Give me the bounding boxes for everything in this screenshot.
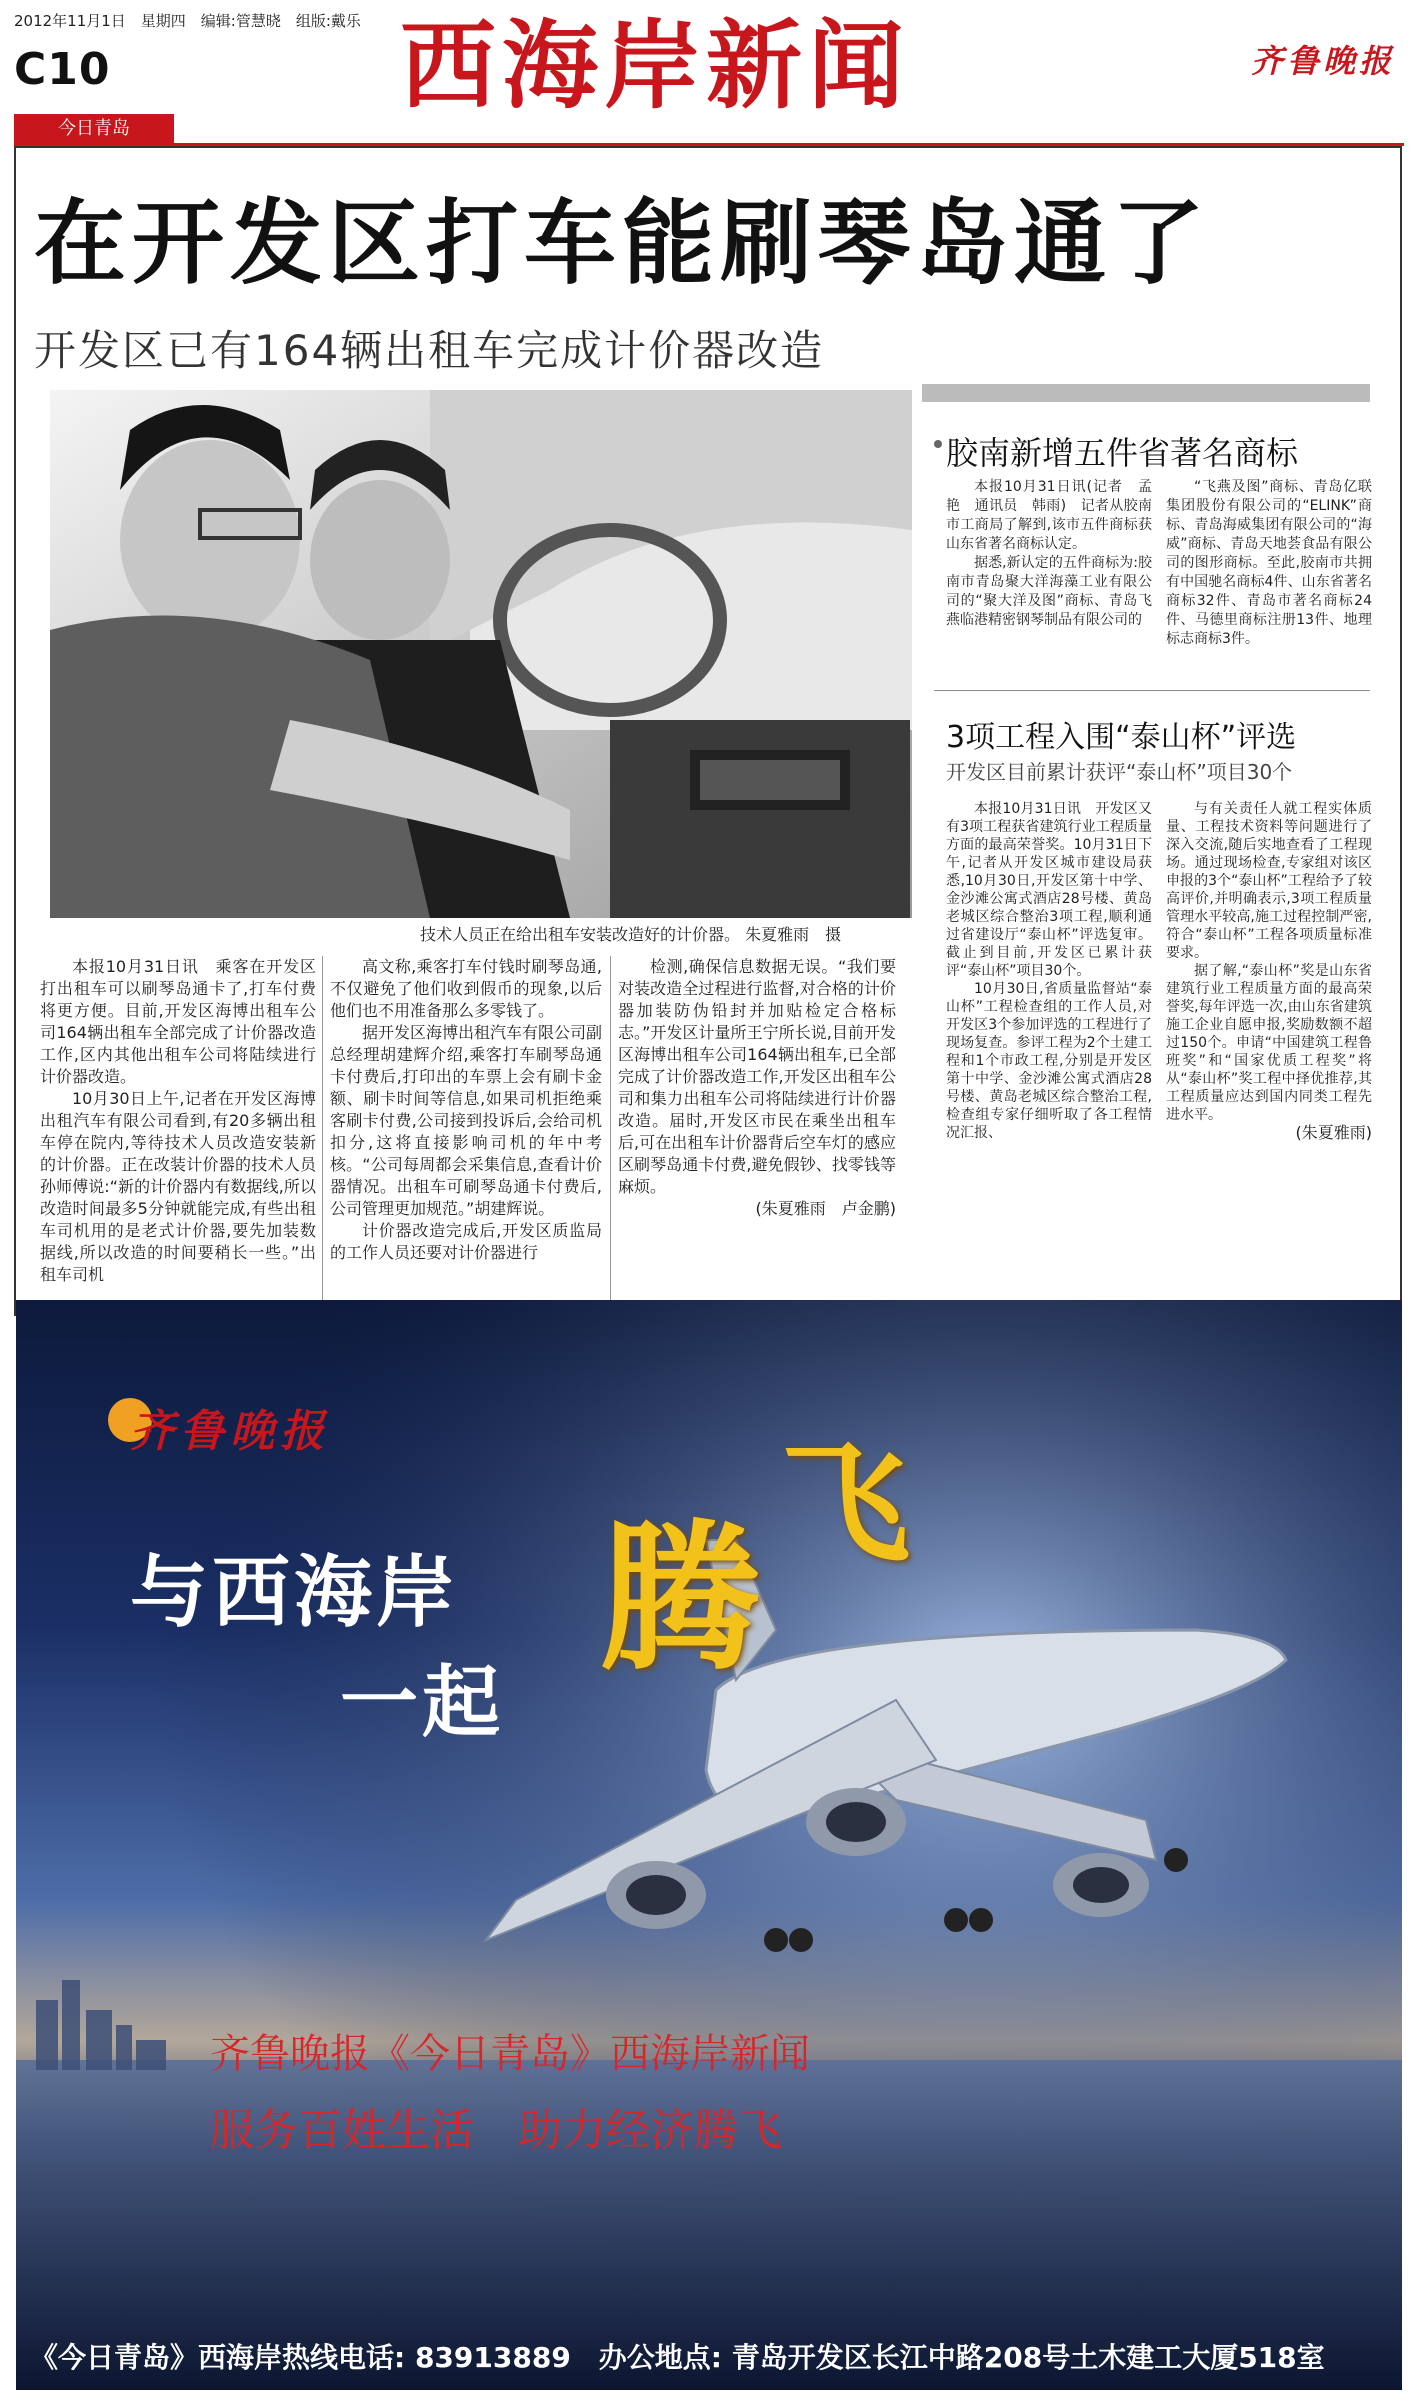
ad-fly-char-2: 飞 — [780, 1427, 911, 1580]
paragraph: 本报10月31日讯 开发区又有3项工程获省建筑行业工程质量方面的最高荣誉奖。10月31日下午,记者从开发区城市建设局获悉,10月30日,开发区第十中学、金沙滩公寓式酒店28号楼、黄岛老城区综合整治3项工程,顺利通过省建设厅“泰山杯”评选复审。截止到目前,开发区已累计获评“泰山杯”项目30个。 — [946, 801, 1152, 979]
paragraph: 10月30日,省质量监督站“泰山杯”工程检查组的工作人员,对开发区3个参加评选的工程进行了现场复查。参评工程为2个土建工程和1个市政工程,分别是开发区第十中学、金沙滩公寓式酒店28号楼、黄岛老城区综合整治工程,检查组专家仔细听取了各工程情况汇报、 — [946, 981, 1152, 1141]
side1-column-a — [946, 478, 1152, 630]
photo-caption: 技术人员正在给出租车安装改造好的计价器。 朱夏雅雨 摄 — [420, 925, 842, 944]
section-tab: 今日青岛 — [14, 114, 174, 144]
paragraph: 高文称,乘客打车付钱时刷琴岛通,不仅避免了他们收到假币的现象,以后他们也不用准备那么多零钱了。 — [330, 957, 602, 1020]
airplane-scene — [16, 1300, 1402, 2390]
side2-subhead: 开发区目前累计获评“泰山杯”项目30个 — [946, 760, 1293, 784]
issue-meta: 2012年11月1日 星期四 编辑:管慧晓 组版:戴乐 — [14, 12, 361, 30]
bullet-icon — [934, 440, 942, 448]
side2-headline: 3项工程入围“泰山杯”评选 — [946, 720, 1297, 755]
brand-logo: 齐鲁晚报 — [1250, 42, 1395, 80]
lead-subhead: 开发区已有164辆出租车完成计价器改造 — [34, 326, 825, 375]
ad-slogan-1: 齐鲁晚报《今日青岛》西海岸新闻 — [210, 2031, 810, 2077]
masthead-title: 西海岸新闻 — [400, 9, 910, 122]
side2-column-b — [1166, 800, 1372, 1142]
lead-column-3 — [618, 956, 896, 1220]
news-photo — [50, 390, 912, 918]
column-divider — [322, 956, 323, 1306]
paragraph: 据开发区海博出租汽车有限公司副总经理胡建辉介绍,乘客打车刷琴岛通卡付费后,打印出的车票上会有刷卡金额、刷卡时间等信息,如果司机拒绝乘客刷卡付费,公司接到投诉后,会给司机扣分,这将直接影响司机的年中考核。“公司每周都会采集信息,查看计价器情况。出租车可刷琴岛通卡付费后,公司管理更加规范。”胡建辉说。 — [330, 1023, 603, 1218]
ad-title-line1: 与西海岸 — [130, 1548, 459, 1638]
side2-byline: (朱夏雅雨) — [1295, 1123, 1372, 1142]
paragraph: “飞燕及图”商标、青岛亿联集团股份有限公司的“ELINK”商标、青岛海威集团有限公司的“海威”商标、青岛天地荟食品有限公司的图形商标。至此,胶南市共拥有中国驰名商标4件、山东省著名商标32件、青岛市著名商标24件、马德里商标注册13件、地理标志商标3件。 — [1166, 479, 1372, 647]
paragraph: 据悉,新认定的五件商标为:胶南市青岛聚大洋海藻工业有限公司的“聚大洋及图”商标、青岛飞燕临港精密钢琴制品有限公司的 — [946, 555, 1152, 628]
paragraph: 本报10月31日讯 乘客在开发区打出租车可以刷琴岛通卡了,打车付费将更方便。目前,开发区海博出租车公司164辆出租车全部完成了计价器改造工作,区内其他出租车公司将陆续进行计价器改造。 — [40, 957, 316, 1086]
lead-column-2 — [330, 956, 602, 1264]
ad-contact-footer: 《今日青岛》西海岸热线电话: 83913889 办公地点: 青岛开发区长江中路208号土木建工大厦518室 — [30, 2341, 1325, 2374]
lead-byline: (朱夏雅雨 卢金鹏) — [755, 1199, 896, 1218]
paragraph: 与有关责任人就工程实体质量、工程技术资料等问题进行了深入交流,随后实地查看了工程现场。通过现场检查,专家组对该区申报的3个“泰山杯”工程给予了较高评价,并明确表示,3项工程质量管理水平较高,施工过程控制严密,符合“泰山杯”工程各项质量标准要求。 — [1166, 801, 1372, 961]
taxi-meter-photo — [50, 390, 912, 918]
sidebar-divider — [934, 690, 1370, 691]
ad-title-line2: 一起 — [340, 1658, 505, 1748]
paragraph: 本报10月31日讯(记者 孟艳 通讯员 韩雨) 记者从胶南市工商局了解到,该市五件商标获山东省著名商标认定。 — [946, 479, 1152, 552]
lead-headline: 在开发区打车能刷琴岛通了 — [34, 190, 1211, 297]
paragraph: 据了解,“泰山杯”奖是山东省建筑行业工程质量方面的最高荣誉奖,每年评选一次,由山东省建筑施工企业自愿申报,奖励数额不超过150个。申请“中国建筑工程鲁班奖”和“国家优质工程奖”将从“泰山杯”奖工程中择优推荐,其工程质量应达到国内同类工程先进水平。 — [1166, 963, 1372, 1123]
side2-column-a — [946, 800, 1152, 1142]
side1-column-b — [1166, 478, 1372, 649]
paragraph: 检测,确保信息数据无误。“我们要对装改造全过程进行监督,对合格的计价器加装防伪铅封并加贴检定合格标志。”开发区计量所王宁所长说,目前开发区海博出租车公司164辆出租车,已全部完成了计价器改造工作,开发区出租车公司和集力出租车公司将陆续进行计价器改造。届时,开发区市民在乘坐出租车后,可在出租车计价器背后空车灯的感应区刷琴岛通卡付费,避免假钞、找零钱等麻烦。 — [618, 957, 896, 1196]
ad-banner — [16, 1300, 1402, 2390]
column-divider — [610, 956, 611, 1306]
side1-headline: 胶南新增五件省著名商标 — [946, 434, 1299, 472]
ad-slogan-2: 服务百姓生活 助力经济腾飞 — [210, 2105, 782, 2156]
ad-logo: 齐鲁晚报 — [130, 1406, 330, 1457]
lead-column-1 — [40, 956, 316, 1286]
paragraph: 10月30日上午,记者在开发区海博出租汽车有限公司看到,有20多辆出租车停在院内,等待技术人员改造安装新的计价器。正在改装计价器的技术人员孙师傅说:“新的计价器内有数据线,所以改造时间最多5分钟就能完成,有些出租车司机用的是老式计价器,要先加装数据线,所以改造的时间要稍长一些。”出租车司机 — [40, 1089, 316, 1284]
sidebar-top-bar — [922, 384, 1370, 402]
page-number: C10 — [14, 44, 111, 95]
paragraph: 计价器改造完成后,开发区质监局的工作人员还要对计价器进行 — [330, 1221, 602, 1262]
ad-fly-char-1: 腾 — [600, 1504, 761, 1692]
